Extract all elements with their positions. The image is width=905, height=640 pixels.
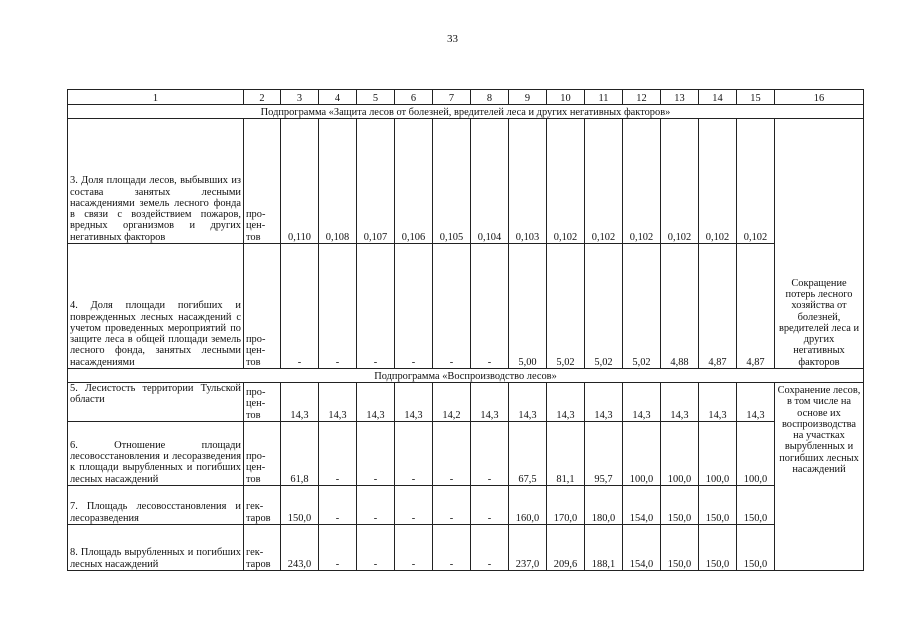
value-cell: 4,87 — [699, 244, 737, 369]
value-cell: 150,0 — [281, 486, 319, 525]
value-cell: - — [357, 244, 395, 369]
value-cell: 14,3 — [395, 383, 433, 422]
value-cell: 0,102 — [661, 119, 699, 244]
value-cell: 4,88 — [661, 244, 699, 369]
value-cell: 81,1 — [547, 422, 585, 486]
value-cell: 14,3 — [357, 383, 395, 422]
value-cell: - — [319, 525, 357, 571]
header-cell: 6 — [395, 90, 433, 105]
header-cell: 13 — [661, 90, 699, 105]
value-cell: 14,3 — [471, 383, 509, 422]
header-cell: 5 — [357, 90, 395, 105]
value-cell: - — [395, 525, 433, 571]
header-cell: 7 — [433, 90, 471, 105]
table-row — [68, 486, 864, 525]
value-cell: - — [433, 525, 471, 571]
value-cell: 4,87 — [737, 244, 775, 369]
unit-cell: про- цен- тов — [244, 119, 281, 244]
value-cell: 0,108 — [319, 119, 357, 244]
indicator-cell: 6. Отношение площади лесовосстановления и лесоразведения к площади вырубленных и погибших лесных насаждений — [68, 422, 244, 486]
value-cell: 150,0 — [699, 525, 737, 571]
value-cell: 150,0 — [699, 486, 737, 525]
value-cell: - — [281, 244, 319, 369]
value-cell: 14,2 — [433, 383, 471, 422]
note-cell: Сохранение лесов, в том числе на основе их воспроизводства на участках вырубленных и погибших лесных насаждений — [775, 383, 864, 571]
value-cell: 0,107 — [357, 119, 395, 244]
value-cell: 0,102 — [585, 119, 623, 244]
subprogram-title: Подпрограмма «Воспроизводство лесов» — [68, 369, 864, 383]
value-cell: 0,105 — [433, 119, 471, 244]
value-cell: - — [471, 422, 509, 486]
value-cell: - — [357, 486, 395, 525]
value-cell: 14,3 — [319, 383, 357, 422]
value-cell: - — [357, 422, 395, 486]
header-cell: 12 — [623, 90, 661, 105]
header-cell: 8 — [471, 90, 509, 105]
value-cell: - — [357, 525, 395, 571]
subprogram-title: Подпрограмма «Защита лесов от болезней, вредителей леса и других негативных факторов» — [68, 105, 864, 119]
value-cell: 243,0 — [281, 525, 319, 571]
unit-cell: про- цен- тов — [244, 422, 281, 486]
value-cell: 5,02 — [623, 244, 661, 369]
value-cell: 180,0 — [585, 486, 623, 525]
value-cell: - — [319, 422, 357, 486]
value-cell: - — [395, 244, 433, 369]
header-cell: 2 — [244, 90, 281, 105]
value-cell: 0,106 — [395, 119, 433, 244]
value-cell: - — [471, 525, 509, 571]
header-cell: 3 — [281, 90, 319, 105]
value-cell: 5,02 — [547, 244, 585, 369]
header-cell: 1 — [68, 90, 244, 105]
header-cell: 14 — [699, 90, 737, 105]
subprogram-row — [68, 105, 864, 119]
unit-cell: про- цен- тов — [244, 244, 281, 369]
value-cell: 0,102 — [737, 119, 775, 244]
value-cell: - — [395, 422, 433, 486]
value-cell: - — [471, 244, 509, 369]
value-cell: 0,104 — [471, 119, 509, 244]
value-cell: 150,0 — [661, 525, 699, 571]
value-cell: 14,3 — [661, 383, 699, 422]
value-cell: - — [471, 486, 509, 525]
indicator-cell: 7. Площадь лесовосстановления и лесоразведения — [68, 486, 244, 525]
value-cell: - — [395, 486, 433, 525]
value-cell: 14,3 — [585, 383, 623, 422]
page-number: 33 — [447, 33, 458, 45]
unit-cell: гек- таров — [244, 486, 281, 525]
value-cell: 5,00 — [509, 244, 547, 369]
header-cell: 4 — [319, 90, 357, 105]
value-cell: 154,0 — [623, 486, 661, 525]
header-cell: 11 — [585, 90, 623, 105]
table-row — [68, 119, 864, 244]
value-cell: 100,0 — [623, 422, 661, 486]
header-cell: 16 — [775, 90, 864, 105]
value-cell: 209,6 — [547, 525, 585, 571]
value-cell: 150,0 — [737, 486, 775, 525]
table-row — [68, 244, 864, 369]
unit-cell: гек- таров — [244, 525, 281, 571]
value-cell: 154,0 — [623, 525, 661, 571]
value-cell: 0,110 — [281, 119, 319, 244]
value-cell: - — [433, 486, 471, 525]
value-cell: 100,0 — [699, 422, 737, 486]
value-cell: 150,0 — [737, 525, 775, 571]
header-cell: 10 — [547, 90, 585, 105]
value-cell: 14,3 — [623, 383, 661, 422]
value-cell: - — [433, 244, 471, 369]
value-cell: 61,8 — [281, 422, 319, 486]
subprogram-row — [68, 369, 864, 383]
indicator-cell: 3. Доля площади лесов, выбывших из состава занятых лесными насаждениями земель лесного фонда в связи с воздействием пожаров, вредных организмов и других негативных факторов — [68, 119, 244, 244]
value-cell: 188,1 — [585, 525, 623, 571]
value-cell: 0,102 — [699, 119, 737, 244]
indicators-table — [67, 89, 864, 571]
value-cell: 14,3 — [281, 383, 319, 422]
indicator-cell: 5. Лесистость территории Тульской области — [68, 383, 244, 422]
unit-cell: про- цен- тов — [244, 383, 281, 422]
value-cell: - — [319, 244, 357, 369]
table-row — [68, 525, 864, 571]
header-cell: 9 — [509, 90, 547, 105]
value-cell: 0,102 — [623, 119, 661, 244]
value-cell: 95,7 — [585, 422, 623, 486]
value-cell: 160,0 — [509, 486, 547, 525]
value-cell: 100,0 — [737, 422, 775, 486]
value-cell: 100,0 — [661, 422, 699, 486]
note-cell: Сокращение потерь лесного хозяйства от болезней, вредителей леса и других негативных факторов — [775, 119, 864, 369]
value-cell: 0,102 — [547, 119, 585, 244]
header-cell: 15 — [737, 90, 775, 105]
indicator-cell: 8. Площадь вырубленных и погибших лесных насаждений — [68, 525, 244, 571]
value-cell: 14,3 — [699, 383, 737, 422]
value-cell: - — [319, 486, 357, 525]
value-cell: 150,0 — [661, 486, 699, 525]
indicator-cell: 4. Доля площади погибших и поврежденных лесных насаждений с учетом проведенных мероприятий по защите леса в общей площади земель лесного фонда, занятых лесными насаждениями — [68, 244, 244, 369]
value-cell: 14,3 — [547, 383, 585, 422]
table-row — [68, 422, 864, 486]
value-cell: 0,103 — [509, 119, 547, 244]
value-cell: 237,0 — [509, 525, 547, 571]
value-cell: 67,5 — [509, 422, 547, 486]
value-cell: 170,0 — [547, 486, 585, 525]
value-cell: 5,02 — [585, 244, 623, 369]
header-row — [68, 90, 864, 105]
value-cell: - — [433, 422, 471, 486]
value-cell: 14,3 — [737, 383, 775, 422]
table-row — [68, 383, 864, 422]
value-cell: 14,3 — [509, 383, 547, 422]
